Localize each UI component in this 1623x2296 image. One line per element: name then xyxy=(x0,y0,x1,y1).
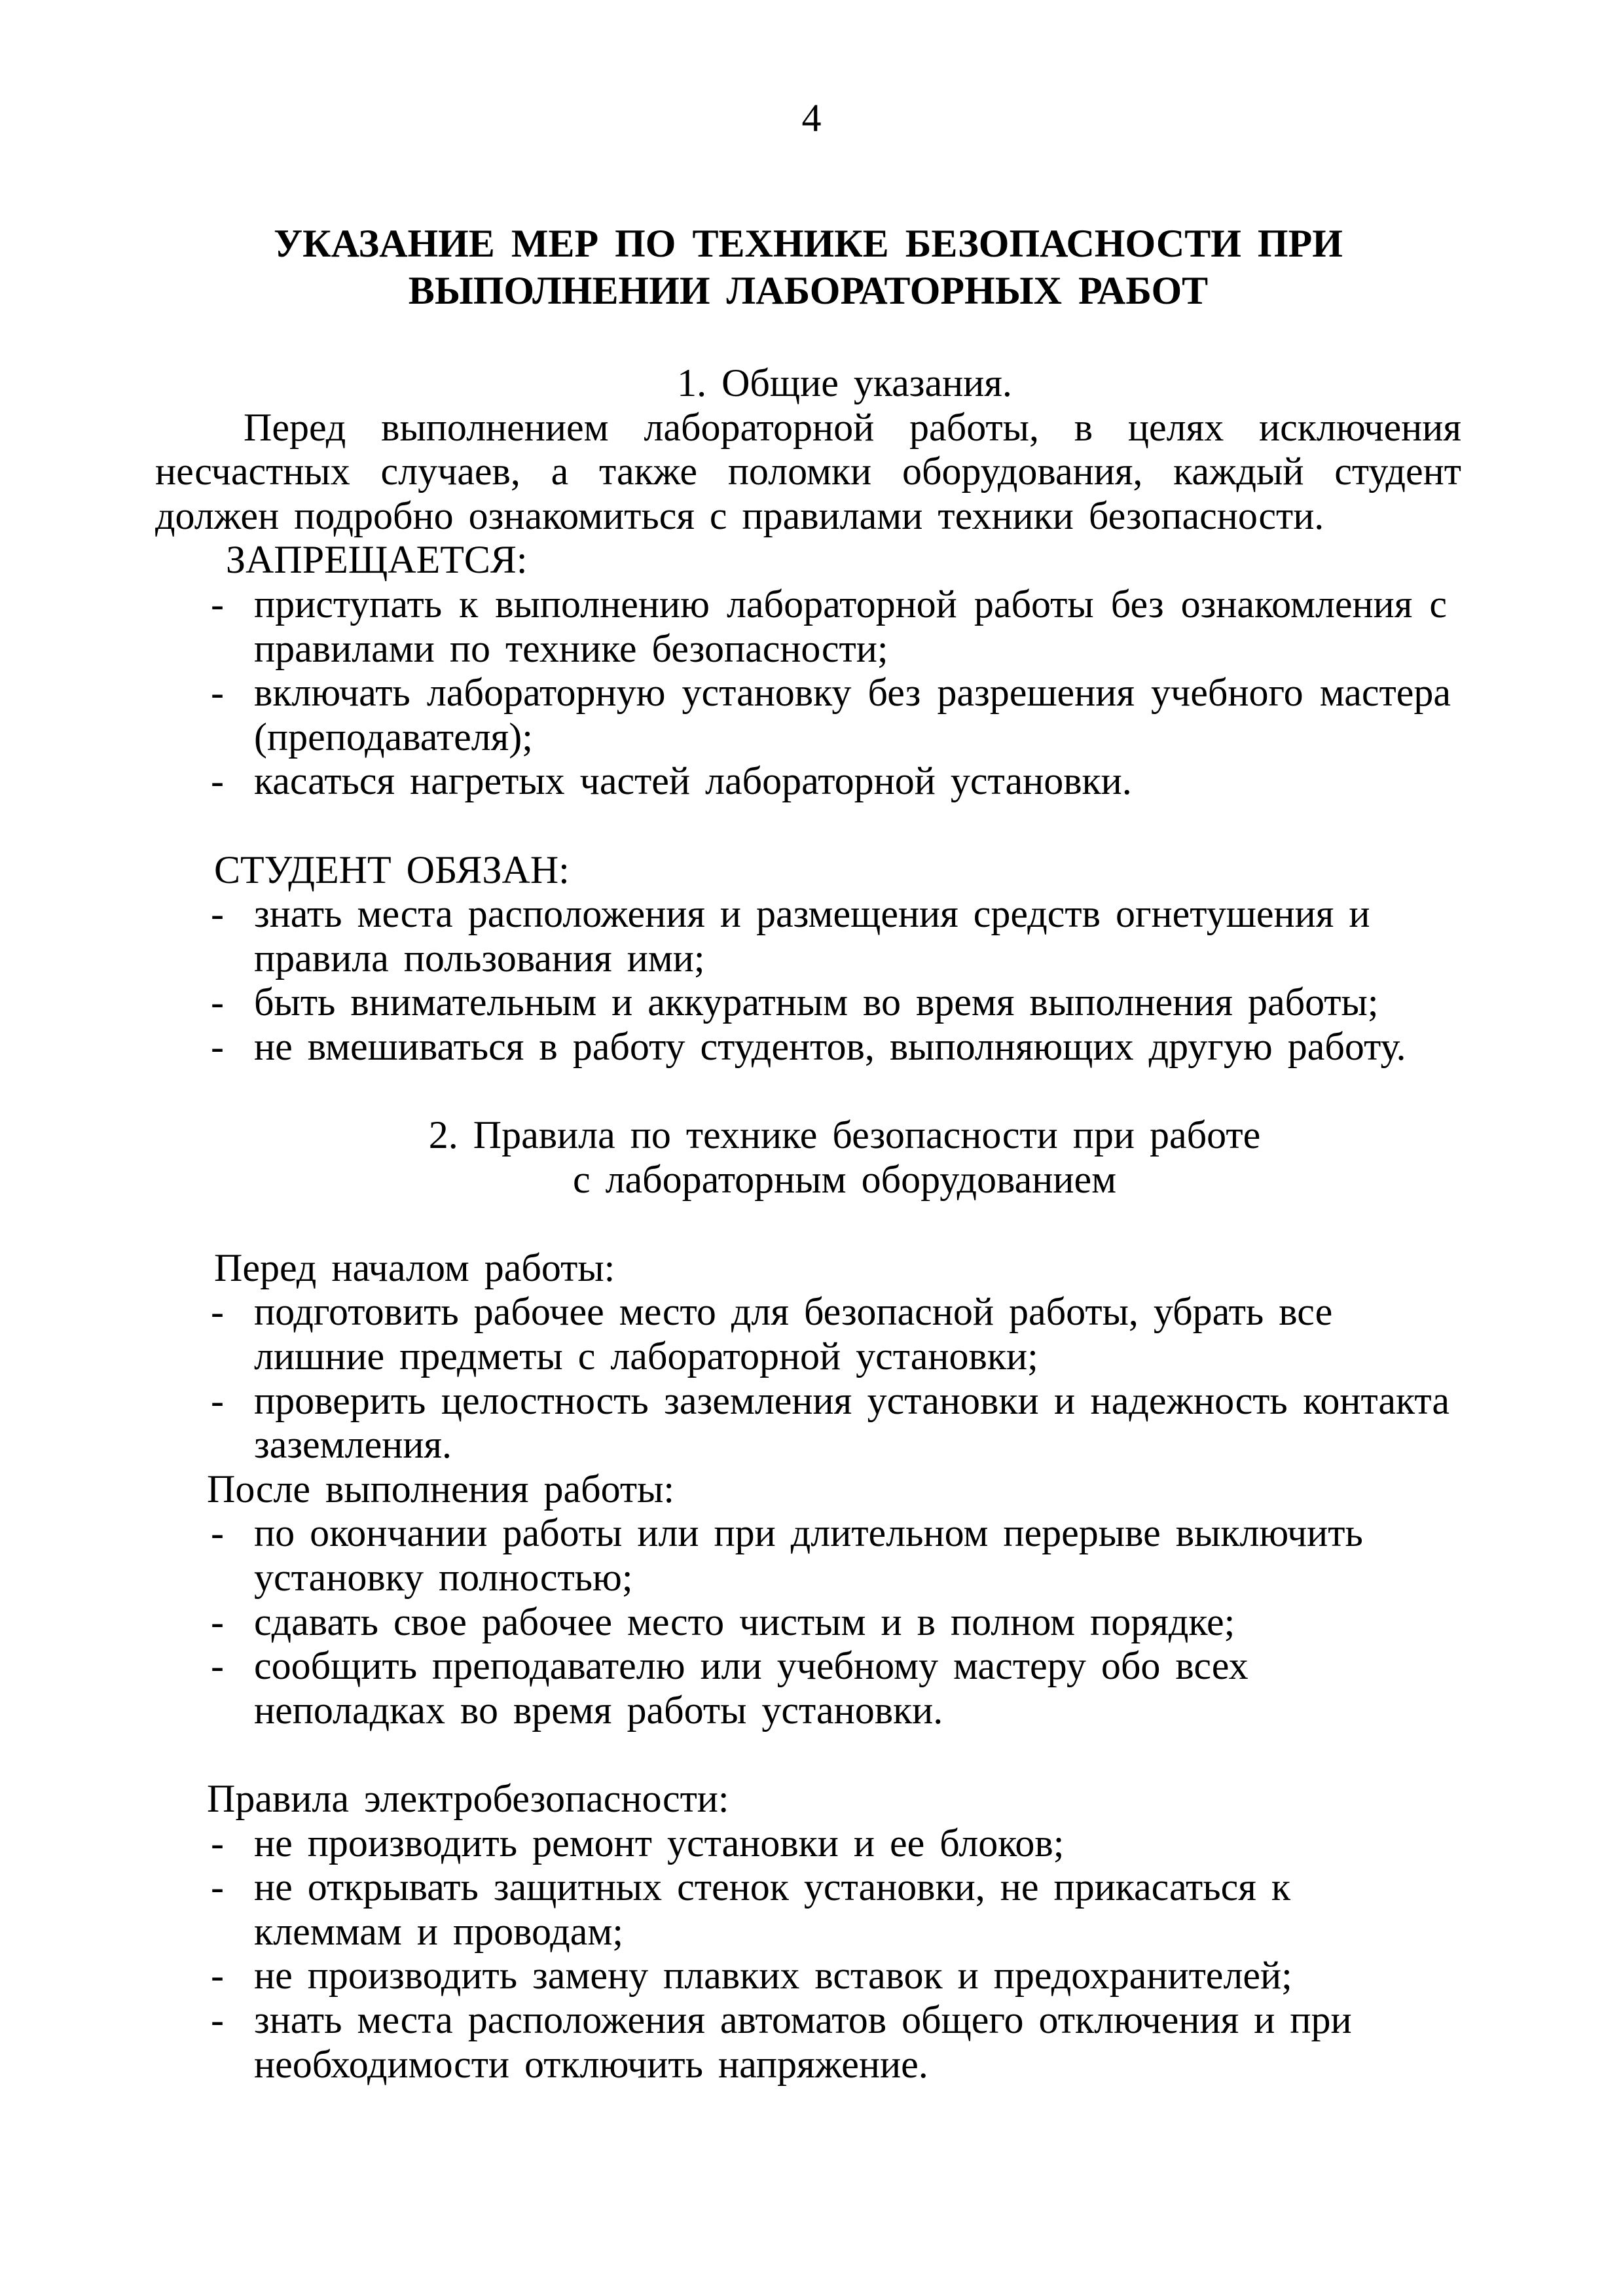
section1-heading: 1. Общие указания. xyxy=(677,361,1012,404)
list-item-continuation: правилами по технике безопасности; xyxy=(254,626,888,670)
electrical-label: Правила электробезопасности: xyxy=(207,1777,729,1820)
list-item-continuation: (преподавателя); xyxy=(254,715,533,759)
intro-line: Перед выполнением лабораторной работы, в целях исключения xyxy=(244,405,1461,449)
list-item: - подготовить рабочее место для безопасной работы, убрать все xyxy=(211,1290,1333,1334)
bullet: - xyxy=(211,1511,224,1555)
list-item: - сообщить преподавателю или учебному мастеру обо всех xyxy=(211,1644,1249,1688)
list-item: - сдавать свое рабочее место чистым и в полном порядке; xyxy=(211,1600,1235,1643)
bullet: - xyxy=(211,1954,224,1998)
document-body xyxy=(0,361,1623,2087)
list-item: - по окончании работы или при длительном перерыве выключить xyxy=(211,1511,1363,1555)
list-item: - не производить замену плавких вставок и предохранителей; xyxy=(211,1954,1292,1998)
list-item: - быть внимательным и аккуратным во время выполнения работы; xyxy=(211,980,1379,1024)
bullet: - xyxy=(211,1024,224,1068)
forbidden-label: ЗАПРЕЩАЕТСЯ: xyxy=(226,538,528,582)
list-item-continuation: неполадках во время работы установки. xyxy=(254,1688,943,1732)
list-item: - знать места расположения автоматов общего отключения и при xyxy=(211,1998,1352,2041)
before-label: Перед началом работы: xyxy=(214,1246,615,1289)
bullet: - xyxy=(211,1290,224,1334)
list-item: - знать места расположения и размещения средств огнетушения и xyxy=(211,892,1370,936)
list-item-continuation: заземления. xyxy=(254,1423,452,1467)
bullet: - xyxy=(211,1378,224,1422)
list-item-continuation: правила пользования ими; xyxy=(254,936,705,980)
page-title xyxy=(155,220,1461,314)
page-number: 4 xyxy=(801,96,822,139)
list-item: - проверить целостность заземления установки и надежность контакта xyxy=(211,1378,1450,1422)
bullet: - xyxy=(211,980,224,1024)
section2-heading: 2. Правила по технике безопасности при работе xyxy=(428,1113,1261,1157)
bullet: - xyxy=(211,1998,224,2041)
student-label: СТУДЕНТ ОБЯЗАН: xyxy=(214,848,570,891)
bullet: - xyxy=(211,1644,224,1688)
list-item: - касаться нагретых частей лабораторной установки. xyxy=(211,759,1132,803)
list-item: - не производить ремонт установки и ее блоков; xyxy=(211,1821,1065,1865)
list-item-continuation: установку полностью; xyxy=(254,1556,633,1600)
bullet: - xyxy=(211,1865,224,1909)
list-item: - не вмешиваться в работу студентов, выполняющих другую работу. xyxy=(211,1024,1406,1068)
section2-heading: с лабораторным оборудованием xyxy=(572,1157,1117,1201)
list-item: - приступать к выполнению лабораторной работы без ознакомления с xyxy=(211,582,1447,626)
after-label: После выполнения работы: xyxy=(207,1467,675,1511)
list-item-continuation: лишние предметы с лабораторной установки; xyxy=(254,1335,1038,1378)
list-item: - включать лабораторную установку без разрешения учебного мастера xyxy=(211,671,1451,715)
bullet: - xyxy=(211,1600,224,1643)
title-line: ВЫПОЛНЕНИИ ЛАБОРАТОРНЫХ РАБОТ xyxy=(408,269,1209,312)
bullet: - xyxy=(211,582,224,626)
bullet: - xyxy=(211,1821,224,1865)
intro-line: несчастных случаев, а также поломки оборудования, каждый студент xyxy=(155,450,1461,493)
bullet: - xyxy=(211,892,224,936)
bullet: - xyxy=(211,671,224,715)
intro-line: должен подробно ознакомиться с правилами техники безопасности. xyxy=(155,493,1324,537)
list-item-continuation: необходимости отключить напряжение. xyxy=(254,2042,928,2086)
title-line: УКАЗАНИЕ МЕР ПО ТЕХНИКЕ БЕЗОПАСНОСТИ ПРИ xyxy=(274,222,1343,265)
list-item: - не открывать защитных стенок установки, не прикасаться к xyxy=(211,1865,1291,1909)
list-item-continuation: клеммам и проводам; xyxy=(254,1909,624,1953)
bullet: - xyxy=(211,759,224,803)
